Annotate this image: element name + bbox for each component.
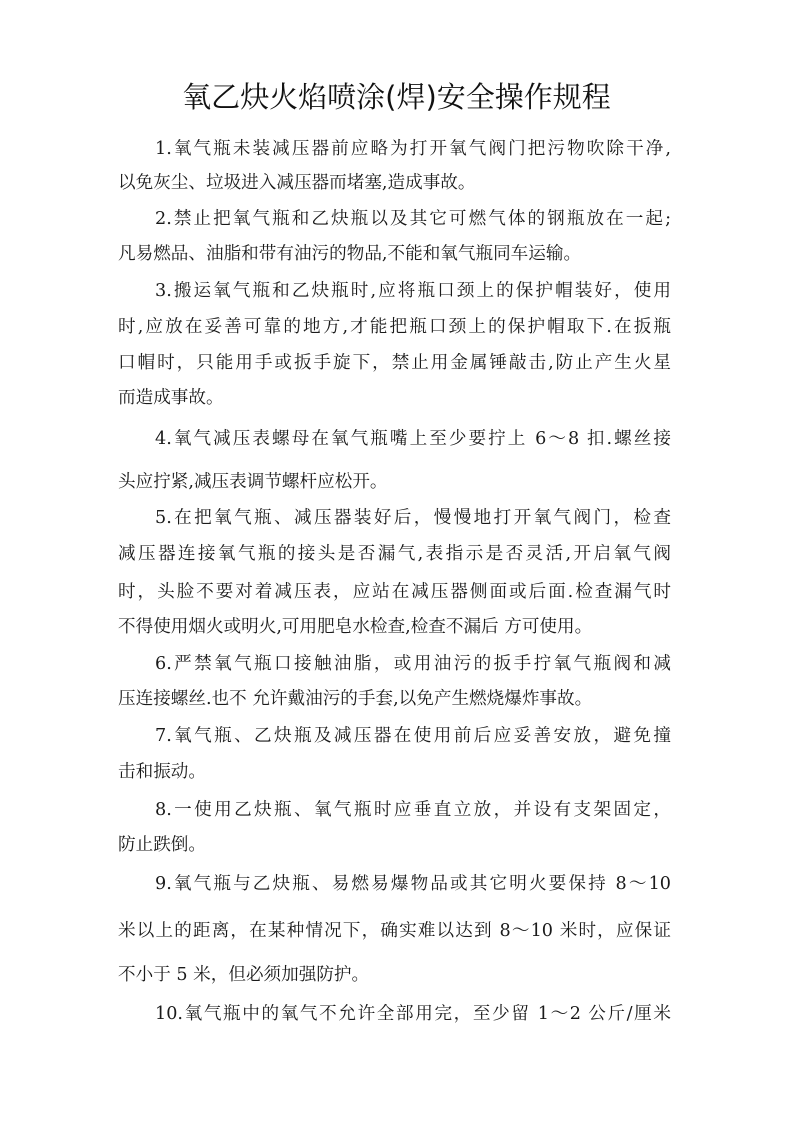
paragraph-line: 7.氧气瓶、乙炔瓶及减压器在使用前后应妥善安放，避免撞 — [155, 726, 671, 746]
paragraph-line: 防止跌倒。 — [118, 835, 206, 855]
document-title: 氧乙炔火焰喷涂(焊)安全操作规程 — [182, 80, 611, 114]
paragraph-line: 而造成事故。 — [118, 388, 224, 408]
paragraph-line: 3.搬运氧气瓶和乙炔瓶时,应将瓶口颈上的保护帽装好，使用 — [155, 281, 671, 301]
paragraph-line: 6.严禁氧气瓶口接触油脂，或用油污的扳手拧氧气瓶阀和减 — [155, 654, 671, 674]
paragraph-line: 凡易燃品、油脂和带有油污的物品,不能和氧气瓶同车运输。 — [118, 244, 582, 264]
paragraph-line: 口帽时，只能用手或扳手旋下，禁止用金属锤敲击,防止产生火星 — [118, 353, 671, 373]
paragraph-line: 时，头脸不要对着减压表，应站在减压器侧面或后面.检查漏气时 — [118, 582, 671, 602]
paragraph-line: 2.禁止把氧气瓶和乙炔瓶以及其它可燃气体的钢瓶放在一起; — [155, 209, 671, 229]
paragraph-line: 10.氧气瓶中的氧气不允许全部用完，至少留 1～2 公斤/厘米 — [155, 1004, 671, 1024]
paragraph-line: 8.一使用乙炔瓶、氧气瓶时应垂直立放，并设有支架固定， — [155, 800, 671, 820]
paragraph-line: 不得使用烟火或明火,可用肥皂水检查,检查不漏后 方可使用。 — [118, 617, 593, 637]
paragraph-line: 击和振动。 — [118, 762, 206, 782]
paragraph-line: 5.在把氧气瓶、减压器装好后，慢慢地打开氧气阀门，检查 — [155, 508, 671, 528]
paragraph-line: 9.氧气瓶与乙炔瓶、易燃易爆物品或其它明火要保持 8～10 — [155, 874, 671, 894]
paragraph-line: 时,应放在妥善可靠的地方,才能把瓶口颈上的保护帽取下.在扳瓶 — [118, 317, 671, 337]
paragraph-line: 头应拧紧,减压表调节螺杆应松开。 — [118, 472, 388, 492]
paragraph-line: 减压器连接氧气瓶的接头是否漏气,表指示是否灵活,开启氧气阀 — [118, 544, 671, 564]
paragraph-line: 1.氧气瓶未装减压器前应略为打开氧气阀门把污物吹除干净, — [155, 139, 671, 159]
paragraph-line: 压连接螺丝.也不 允许戴油污的手套,以免产生燃烧爆炸事故。 — [118, 689, 593, 709]
paragraph-line: 不小于 5 米，但必须加强防护。 — [118, 965, 370, 985]
paragraph-line: 米以上的距离，在某种情况下，确实难以达到 8～10 米时，应保证 — [118, 921, 671, 941]
paragraph-line: 4.氧气减压表螺母在氧气瓶嘴上至少要拧上 6～8 扣.螺丝接 — [155, 429, 671, 449]
paragraph-line: 以免灰尘、垃圾进入减压器而堵塞,造成事故。 — [118, 173, 476, 193]
